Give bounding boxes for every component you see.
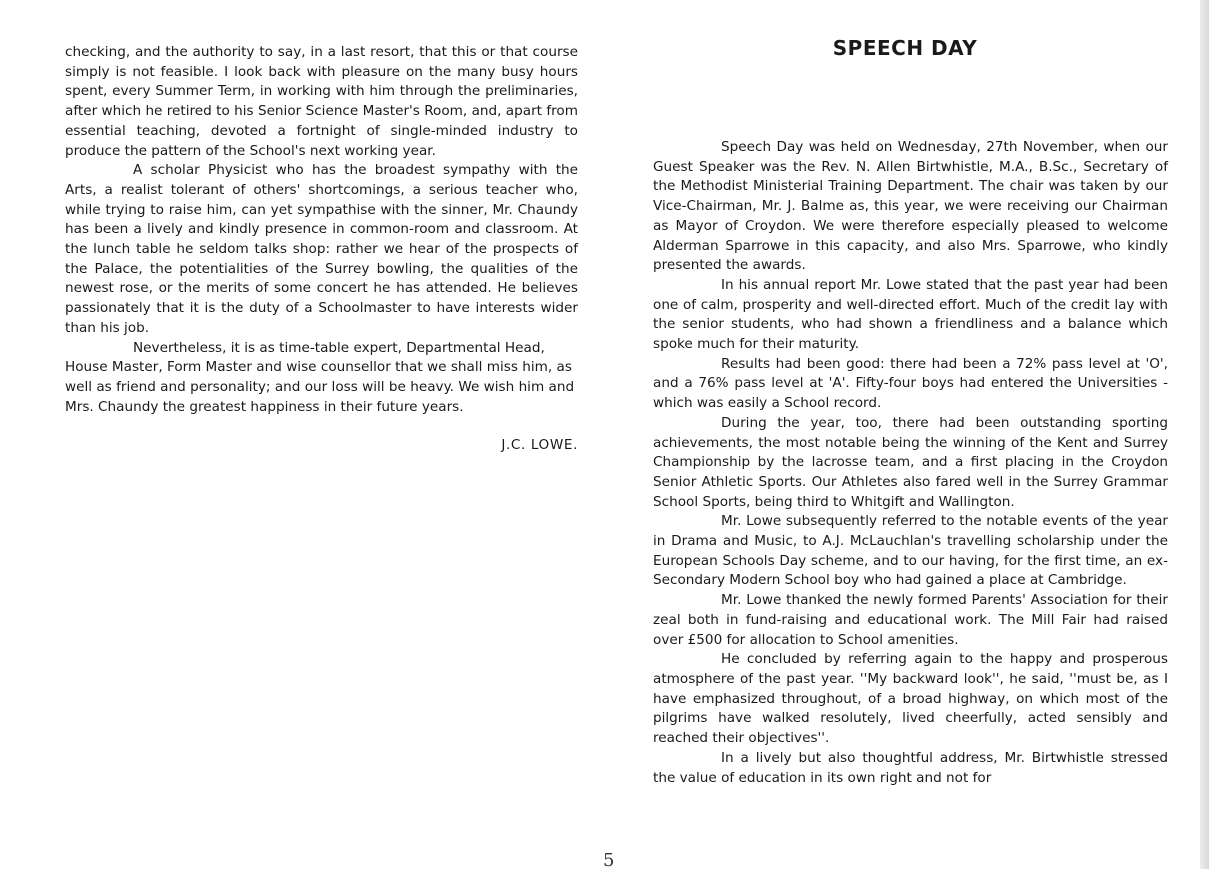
right-paragraph-6: Mr. Lowe thanked the newly formed Parents' Association for their zeal both in fund-raising and educational work. The Mill Fair had raised over £500 for allocation to School amenities. — [653, 592, 1168, 648]
page-number: 5 — [603, 850, 615, 871]
left-paragraph-3: Nevertheless, it is as time-table expert, Departmental Head, House Master, Form Master and wise counsellor that we shall miss him, as well as friend and personality; and our loss will be heavy. We wish him and Mrs. Chaundy the greatest happiness in their future years. — [65, 339, 575, 415]
right-paragraph-8: In a lively but also thoughtful address, Mr. Birtwhistle stressed the value of education in its own right and not for — [653, 749, 1168, 786]
right-paragraph-4: During the year, too, there had been outstanding sporting achievements, the most notable being the winning of the Kent and Surrey Championship by the lacrosse team, and a first placing in the Croydon Senior Athletic Sports. Our Athletes also fared well in the Surrey Grammar School Sports, being third to Whitgift and Wallington. — [653, 414, 1168, 510]
signature: J.C. LOWE. — [501, 437, 578, 454]
left-paragraph-2: A scholar Physicist who has the broadest sympathy with the Arts, a realist tolerant of others' shortcomings, a serious teacher who, while trying to raise him, can yet sympathise with the sinner, Mr. Chaundy has been a lively and kindly presence in common-room and classroom. At the lunch table he seldom talks shop: rather we hear of the prospects of the Palace, the potentialities of the Surrey bowling, the qualities of the newest rose, or the merits of some concert he has attended. He believes passionately that it is the duty of a Schoolmaster to have interests wider than his job. — [65, 162, 578, 336]
right-paragraph-2: In his annual report Mr. Lowe stated that the past year had been one of calm, prosperity and well-directed effort. Much of the credit lay with the senior students, who had shown a friendliness and a balance which spoke much for their maturity. — [653, 276, 1168, 353]
right-paragraph-3: Results had been good: there had been a 72% pass level at 'O', and a 76% pass level at 'A'. Fifty-four boys had entered the Universities - which was easily a School record. — [653, 355, 1168, 412]
left-paragraph-1: checking, and the authority to say, in a last resort, that this or that course simply is not feasible. I look back with pleasure on the many busy hours spent, every Summer Term, in working with him through the preliminaries, after which he retired to his Senior Science Master's Room, and, apart from essential teaching, devoted a fortnight of single-minded industry to produce the pattern of the School's next working year. — [65, 44, 578, 159]
right-paragraph-5: Mr. Lowe subsequently referred to the notable events of the year in Drama and Music, to A.J. McLauchlan's travelling scholarship under the European Schools Day scheme, and to our having, for the first time, an ex-Secondary Modern School boy who had gained a place at Cambridge. — [653, 513, 1168, 589]
right-paragraph-1: Speech Day was held on Wednesday, 27th November, when our Guest Speaker was the Rev. N. Allen Birtwhistle, M.A., B.Sc., Secretary of the Methodist Ministerial Training Department. The chair was taken by our Vice-Chairman, Mr. J. Balme as, this year, we were receiving our Chairman as Mayor of Croydon. We were therefore especially pleased to welcome Alderman Sparrowe in this capacity, and also Mrs. Sparrowe, who kindly presented the awards. — [653, 139, 1168, 274]
right-page-column — [653, 138, 1168, 788]
page-heading: SPEECH DAY — [832, 36, 978, 60]
right-paragraph-7: He concluded by referring again to the happy and prosperous atmosphere of the past year. ''My backward look'', he said, ''must be, as I have emphasized throughout, of a broad highway, on which most of the pilgrims have walked resolutely, lived cheerfully, acted sensibly and reached their objectives''. — [653, 651, 1168, 747]
page-fold-edge — [1200, 0, 1209, 869]
left-page-column — [65, 43, 578, 456]
